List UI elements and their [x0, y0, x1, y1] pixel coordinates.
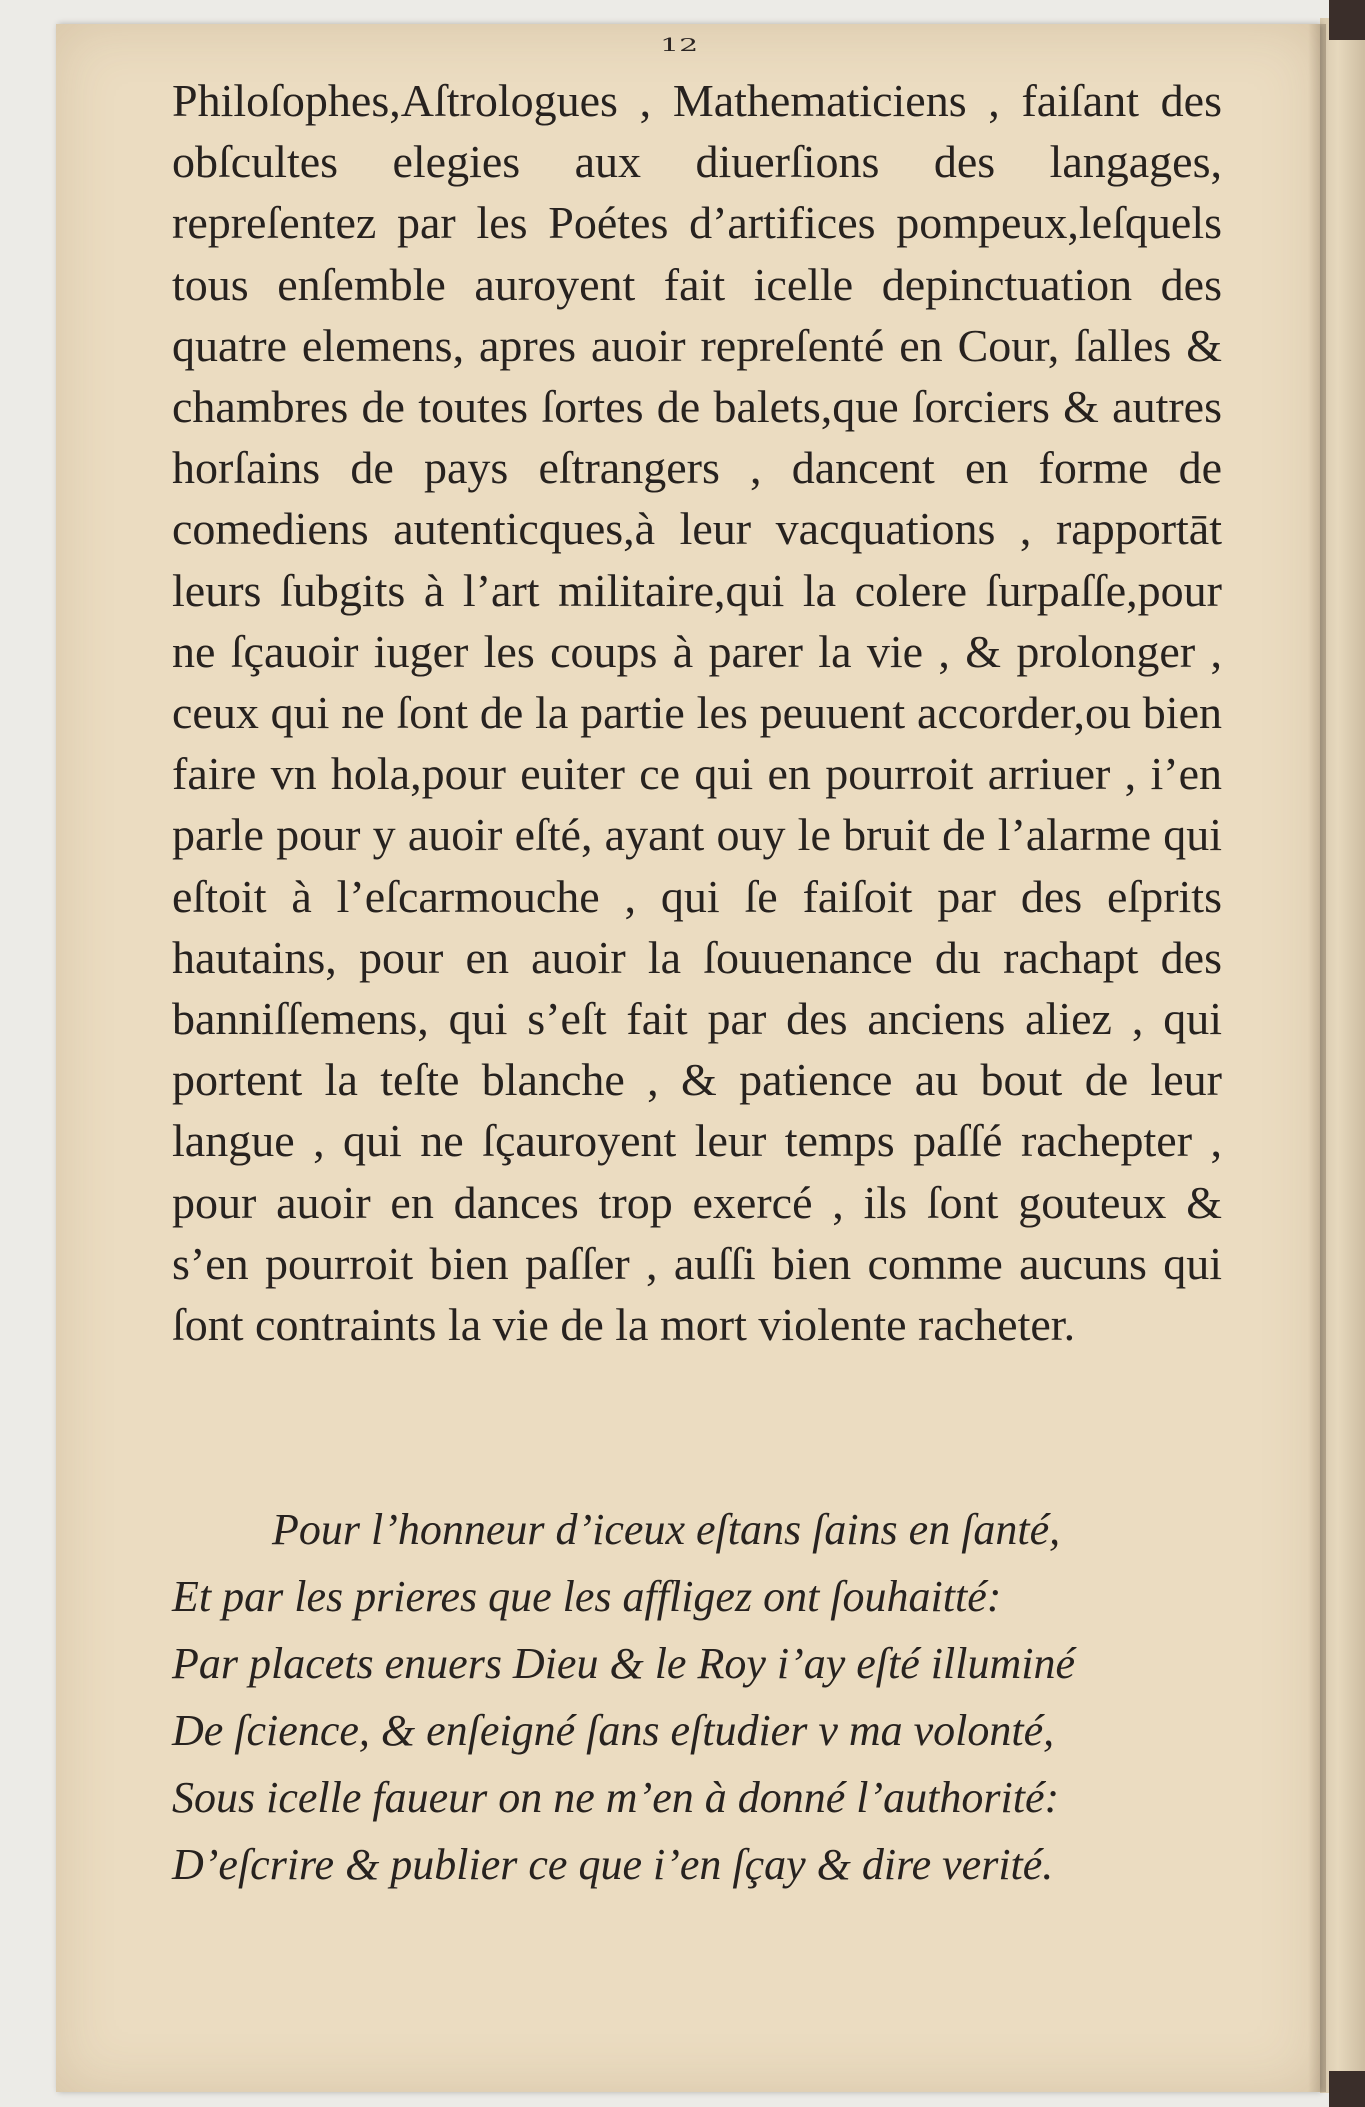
verse-block: [172, 1496, 1252, 1898]
facing-page-edge: [1320, 18, 1365, 2093]
verse-line: Sous icelle faueur on ne m’en à donné l’authorité:: [172, 1773, 1060, 1822]
verse-line: Et par les prieres que les affligez ont ſouhaitté:: [172, 1572, 1002, 1621]
verse-line: De ſcience, & enſeigné ſans eſtudier v ma volonté,: [172, 1706, 1055, 1755]
binding-tab-top: [1329, 0, 1365, 40]
verse-line: Pour l’honneur d’iceux eſtans ſains en ſanté,: [272, 1505, 1061, 1554]
verse-line: Par placets enuers Dieu & le Roy i’ay eſté illuminé: [172, 1639, 1075, 1688]
binding-tab-bottom: [1329, 2071, 1365, 2107]
body-paragraph: Philoſophes,Aſtrologues , Mathematiciens , faiſant des obſcultes elegies aux diuerſions des langages, repreſentez par les Poétes d’artifices pompeux,leſquels tous enſemble auroyent fait icelle depinctuation des quatre elemens, apres auoir repreſenté en Cour, ſalles & chambres de toutes ſortes de balets,que ſorciers & autres horſains de pays eſtrangers , dancent en forme de comediens autenticques,à leur vacquations , rapportāt leurs ſubgits à l’art militaire,qui la colere ſurpaſſe,pour ne ſçauoir iuger les coups à parer la vie , & prolonger , ceux qui ne ſont de la partie les peuuent accorder,ou bien faire vn hola,pour euiter ce qui en pourroit arriuer , i’en parle pour y auoir eſté, ayant ouy le bruit de l’alarme qui eſtoit à l’eſcarmouche , qui ſe faiſoit par des eſprits hautains, pour en auoir la ſouuenance du rachapt des banniſſemens, qui s’eſt fait par des anciens aliez , qui portent la teſte blanche , & patience au bout de leur langue , qui ne ſçauroyent leur temps paſſé rachepter , pour auoir en dances trop exercé , ils ſont gouteux & s’en pourroit bien paſſer , auſſi bien comme aucuns qui ſont contraints la vie de la mort violente racheter.: [172, 75, 1222, 1351]
page-number: 12: [660, 35, 699, 56]
spine-shadow: [1308, 24, 1326, 2092]
verse-line: D’eſcrire & publier ce que i’en ſçay & dire verité.: [172, 1840, 1054, 1889]
